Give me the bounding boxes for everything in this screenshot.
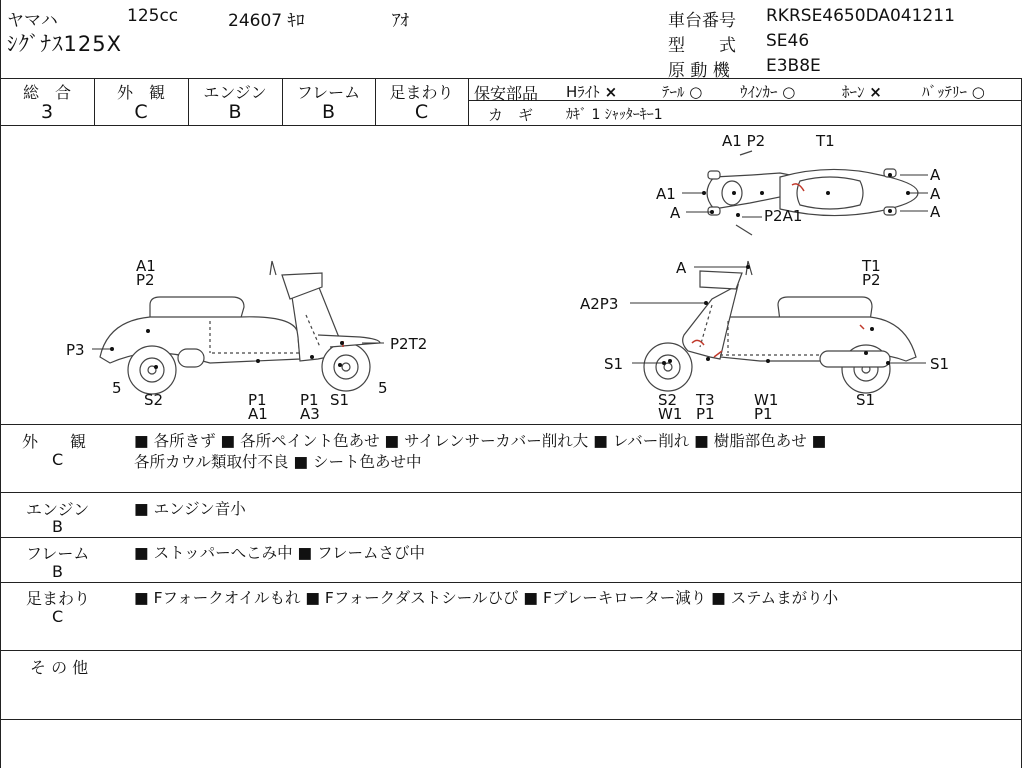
section-label-suspension: 足まわり <box>26 589 91 608</box>
label-right-p1a: P1 <box>696 405 715 423</box>
section-text-suspension: ■ Fフォークオイルもれ ■ Fフォークダストシールひび ■ Fブレーキローター減り ■ ステムまがり小 <box>134 589 839 607</box>
section-grade-engine: B <box>52 517 63 536</box>
safety-item-mark: × <box>604 83 618 101</box>
safety-item-label: Hﾗｲﾄ <box>566 83 600 101</box>
section-grade-frame: B <box>52 562 63 581</box>
label-left-a1b: A1 <box>248 405 268 423</box>
safety-item-battery <box>922 81 985 102</box>
label-right-s1a: S1 <box>604 355 624 373</box>
model-name: ｼｸﾞﾅｽ125X <box>7 32 122 56</box>
safety-item-headlight <box>566 81 617 102</box>
label-top-t1: T1 <box>816 132 835 150</box>
grade-title-frame: フレーム <box>296 83 361 102</box>
label-left-s1: S1 <box>330 391 350 409</box>
section-grade-suspension: C <box>52 607 64 626</box>
section-grade-exterior: C <box>52 450 64 469</box>
key-value: ｶｷﾞ 1 ｼｬｯﾀｰｷｰ1 <box>566 107 663 123</box>
safety-item-winker <box>740 81 795 102</box>
grade-title-exterior: 外 観 <box>116 83 165 102</box>
scooter-diagram <box>0 125 1024 425</box>
divider <box>0 78 1022 79</box>
model-type-value: SE46 <box>766 31 810 51</box>
color: ｱｵ <box>392 11 409 31</box>
label-top-p2a1: P2A1 <box>764 207 803 225</box>
section-text-exterior-1: ■ 各所きず ■ 各所ペイント色あせ ■ サイレンサーカバー削れ大 ■ レバー削れ ■ 樹脂部色あせ ■ <box>134 432 827 450</box>
label-left-a3: A3 <box>300 405 320 423</box>
grade-value-frame: B <box>321 101 336 123</box>
engine-type-label: 原 動 機 <box>668 61 730 81</box>
divider <box>0 719 1022 720</box>
label-right-p2: P2 <box>862 271 881 289</box>
mileage: 24607 ｷﾛ <box>228 11 305 31</box>
key-label: カ ギ <box>488 106 534 124</box>
safety-item-label: ﾃｰﾙ <box>662 83 685 101</box>
safety-item-mark: × <box>869 83 882 101</box>
grade-title-suspension: 足まわり <box>389 83 454 102</box>
label-left-a1: A1 <box>136 257 156 275</box>
grade-value-exterior: C <box>134 101 148 123</box>
label-left-p2t2: P2T2 <box>390 335 428 353</box>
maker: ヤマハ <box>7 11 58 31</box>
divider <box>468 78 469 125</box>
label-right-s1b: S1 <box>930 355 950 373</box>
model-type-label: 型 式 <box>668 36 736 56</box>
section-label-other: そ の 他 <box>30 658 89 677</box>
safety-item-horn <box>842 81 882 102</box>
label-left-p1a: P1 <box>248 391 267 409</box>
grade-value-overall: 3 <box>40 101 54 123</box>
displacement: 125cc <box>127 6 179 26</box>
label-right-s1c: S1 <box>856 391 876 409</box>
safety-parts-title: 保安部品 <box>474 84 539 103</box>
engine-type-value: E3B8E <box>766 56 821 76</box>
label-top-ar2: A <box>930 185 941 203</box>
section-text-exterior-2: 各所カウル類取付不良 ■ シート色あせ中 <box>134 453 422 471</box>
label-right-w1a: W1 <box>658 405 683 423</box>
section-label-exterior: 外 観 <box>22 432 87 451</box>
label-right-t3: T3 <box>696 391 715 409</box>
divider <box>0 650 1022 651</box>
label-left-s2: S2 <box>144 391 164 409</box>
label-right-t1: T1 <box>862 257 881 275</box>
label-top-a1: A1 <box>656 185 676 203</box>
grade-value-engine: B <box>228 101 242 123</box>
divider <box>0 492 1022 493</box>
safety-item-tail <box>662 81 702 102</box>
safety-item-mark: ○ <box>782 83 796 101</box>
divider <box>0 537 1022 538</box>
label-top-a1p2: A1 P2 <box>722 132 766 150</box>
section-text-frame: ■ ストッパーへこみ中 ■ フレームさび中 <box>134 544 425 562</box>
section-text-engine: ■ エンジン音小 <box>134 500 246 518</box>
frame-number-value: RKRSE4650DA041211 <box>766 6 955 26</box>
divider <box>0 582 1022 583</box>
label-right-p1b: P1 <box>754 405 773 423</box>
safety-item-mark: ○ <box>689 83 703 101</box>
safety-item-label: ﾊﾞｯﾃﾘｰ <box>922 83 968 101</box>
label-right-a2p3: A2P3 <box>580 295 619 313</box>
label-right-w1b: W1 <box>754 391 779 409</box>
label-left-5a: 5 <box>112 379 122 397</box>
grade-title-overall: 総 合 <box>22 83 71 102</box>
label-left-p3: P3 <box>66 341 85 359</box>
label-left-p1b: P1 <box>300 391 319 409</box>
safety-item-mark: ○ <box>971 83 985 101</box>
frame-number-label: 車台番号 <box>668 11 736 31</box>
label-right-a: A <box>676 259 687 277</box>
section-label-engine: エンジン <box>26 500 90 519</box>
label-right-s2: S2 <box>658 391 678 409</box>
label-left-p2: P2 <box>136 271 155 289</box>
label-top-a: A <box>670 204 681 222</box>
top-scooter-outline <box>707 151 918 235</box>
section-label-frame: フレーム <box>26 544 90 563</box>
safety-item-label: ｳｲﾝｶｰ <box>740 83 778 101</box>
label-left-5b: 5 <box>378 379 388 397</box>
label-top-ar1: A <box>930 166 941 184</box>
label-top-ar3: A <box>930 203 941 221</box>
grade-value-suspension: C <box>414 101 429 123</box>
safety-item-label: ﾎｰﾝ <box>842 83 865 101</box>
grade-title-engine: エンジン <box>203 83 267 102</box>
